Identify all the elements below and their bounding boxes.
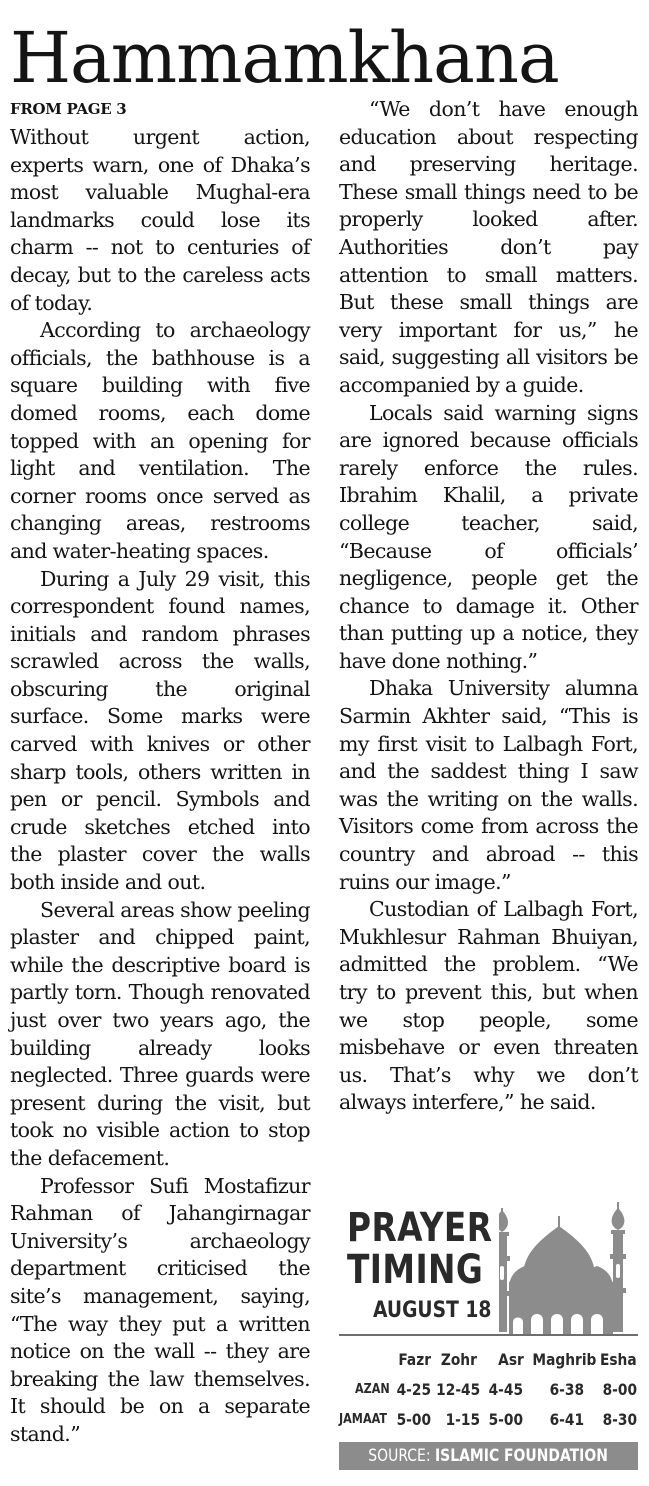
paragraph: According to archaeology officials, the bathhouse is a square building with five domed rooms, each dome topped with an opening for light and ventilation. The corner rooms once served as changing areas, restrooms and water-heating spaces. [10,318,310,563]
paragraph: Dhaka University alumna Sarmin Akhter said, “This is my first visit to Lalbagh Fort, and the saddest thing I saw was the writing on the walls. Visitors come from across the country and abroad -- this ruins our image.” [339,676,638,894]
article-column-left [10,124,310,1449]
row-label-azan: AZAN [355,1382,390,1397]
prayer-row-azan [339,1380,638,1402]
prayer-timing-box [339,1196,638,1475]
time-cell: 6-38 [549,1380,584,1399]
kicker-from-page: FROM PAGE 3 [10,100,127,118]
time-cell: 6-41 [549,1410,584,1429]
paragraph: Professor Sufi Mostafizur Rahman of Jahangirnagar University’s archaeology department criticised the site’s management, saying, “The way they put a written notice on the wall -- they are breaking the law themselves. It should be on a separate stand.” [10,1173,310,1446]
paragraph: “We don’t have enough education about respecting and preserving heritage. These small things need to be properly looked after. Authorities don’t pay attention to small matters. But these small things are very important for us,” he said, suggesting all visitors be accompanied by a guide. [339,97,638,397]
mosque-icon [499,1196,638,1334]
column-fazr: Fazr [398,1350,431,1369]
time-cell: 12-45 [435,1380,480,1399]
time-cell: 5-00 [396,1410,431,1429]
headline: Hammamkhana [10,17,559,99]
paragraph: Custodian of Lalbagh Fort, Mukhlesur Rahman Bhuiyan, admitted the problem. “We try to prevent this, but when we stop people, some misbehave or even threaten us. That’s why we don’t always interfere,” he said. [339,897,638,1115]
prayer-date: AUGUST 18 [373,1298,492,1323]
column-maghrib: Maghrib [532,1350,596,1369]
source-name: ISLAMIC FOUNDATION [435,1446,609,1466]
time-cell: 8-00 [602,1380,637,1399]
time-cell: 8-30 [602,1410,637,1429]
paragraph: Without urgent action, experts warn, one of Dhaka’s most valuable Mughal-era landmarks could lose its charm -- not to centuries of decay, but to the careless acts of today. [10,125,310,315]
paragraph: Several areas show peeling plaster and chipped paint, while the descriptive board is partly torn. Though renovated just over two years ago, the building already looks neglected. Three guards were present during the visit, but took no visible action to stop the defacement. [10,897,310,1170]
prayer-title-line2: TIMING [347,1247,484,1293]
time-cell: 4-45 [488,1380,523,1399]
column-esha: Esha [600,1350,637,1369]
paragraph: Locals said warning signs are ignored because officials rarely enforce the rules. Ibrahim Khalil, a private college teacher, said, “Because of officials’ negligence, people get the chance to damage it. Other than putting up a notice, they have done nothing.” [339,400,638,673]
paragraph: During a July 29 visit, this correspondent found names, initials and random phrases scrawled across the walls, obscuring the original surface. Some marks were carved with knives or other sharp tools, others written in pen or pencil. Symbols and crude sketches etched into the plaster cover the walls both inside and out. [10,566,310,895]
prayer-table-header [339,1350,638,1372]
article-column-right [339,96,638,1117]
time-cell: 4-25 [396,1380,431,1399]
prayer-row-jamaat [339,1410,638,1432]
divider [339,1334,638,1336]
column-asr: Asr [498,1350,524,1369]
source-bar [339,1442,638,1470]
prayer-title-line1: PRAYER [347,1205,493,1251]
source-prefix: SOURCE: [368,1446,431,1466]
time-cell: 1-15 [445,1410,480,1429]
time-cell: 5-00 [488,1410,523,1429]
column-zohr: Zohr [440,1350,477,1369]
row-label-jamaat: JAMAAT [339,1412,388,1427]
